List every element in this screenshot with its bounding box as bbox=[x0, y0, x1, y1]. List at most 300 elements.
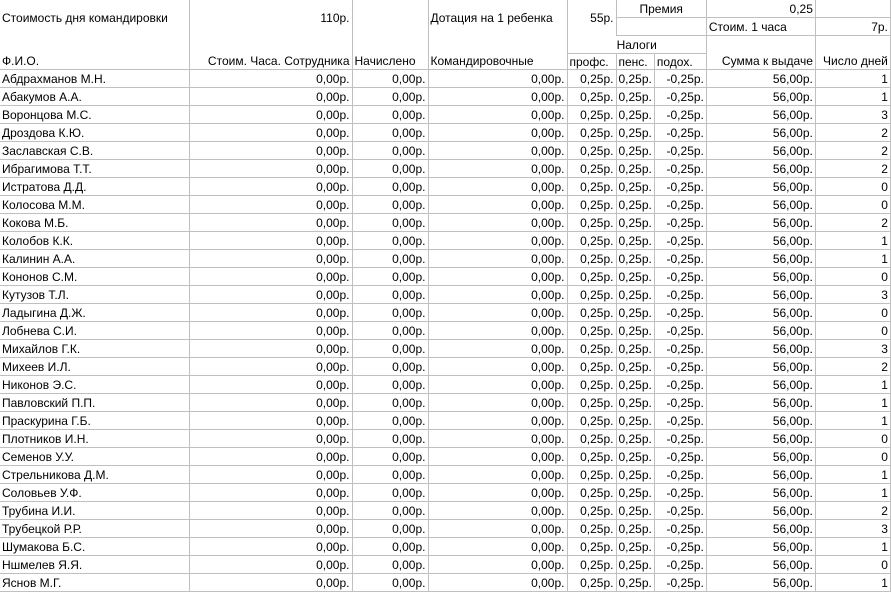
days-cell[interactable]: 2 bbox=[815, 160, 890, 178]
employee-name-cell[interactable]: Воронцова М.С. bbox=[0, 106, 189, 124]
employee-name-cell[interactable]: Праскурина Г.Б. bbox=[0, 412, 189, 430]
travel-cell[interactable]: 0,00р. bbox=[428, 394, 567, 412]
prof-tax-cell[interactable]: 0,25р. bbox=[567, 502, 616, 520]
income-tax-cell[interactable]: -0,25р. bbox=[654, 268, 706, 286]
income-tax-cell[interactable]: -0,25р. bbox=[654, 142, 706, 160]
prof-tax-cell[interactable]: 0,25р. bbox=[567, 340, 616, 358]
travel-cell[interactable]: 0,00р. bbox=[428, 574, 567, 592]
bonus-value[interactable]: 0,25 bbox=[706, 0, 815, 18]
travel-cell[interactable]: 0,00р. bbox=[428, 160, 567, 178]
hour-cost-label[interactable]: Стоим. 1 часа bbox=[706, 18, 815, 36]
payout-cell[interactable]: 56,00р. bbox=[706, 106, 815, 124]
accrued-cell[interactable]: 0,00р. bbox=[352, 430, 428, 448]
payout-cell[interactable]: 56,00р. bbox=[706, 538, 815, 556]
accrued-cell[interactable]: 0,00р. bbox=[352, 394, 428, 412]
table-row bbox=[0, 214, 890, 232]
days-cell[interactable]: 1 bbox=[815, 88, 890, 106]
table-row bbox=[0, 358, 890, 376]
payout-cell[interactable]: 56,00р. bbox=[706, 520, 815, 538]
prof-tax-cell[interactable]: 0,25р. bbox=[567, 160, 616, 178]
payout-cell[interactable]: 56,00р. bbox=[706, 430, 815, 448]
payout-cell[interactable]: 56,00р. bbox=[706, 394, 815, 412]
days-cell[interactable]: 0 bbox=[815, 556, 890, 574]
accrued-cell[interactable]: 0,00р. bbox=[352, 214, 428, 232]
payout-cell[interactable]: 56,00р. bbox=[706, 466, 815, 484]
employee-name-cell[interactable]: Яснов М.Г. bbox=[0, 574, 189, 592]
table-row bbox=[0, 322, 890, 340]
payout-cell[interactable]: 56,00р. bbox=[706, 88, 815, 106]
income-tax-cell[interactable]: -0,25р. bbox=[654, 556, 706, 574]
days-cell[interactable]: 1 bbox=[815, 250, 890, 268]
travel-cell[interactable]: 0,00р. bbox=[428, 88, 567, 106]
hour-cost-cell[interactable]: 0,00р. bbox=[189, 304, 352, 322]
child-subsidy-label[interactable]: Дотация на 1 ребенка bbox=[428, 0, 567, 36]
child-subsidy-value[interactable]: 55р. bbox=[567, 0, 616, 36]
table-row bbox=[0, 124, 890, 142]
table-row bbox=[0, 250, 890, 268]
pension-tax-cell[interactable]: 0,25р. bbox=[616, 322, 654, 340]
accrued-cell[interactable]: 0,00р. bbox=[352, 232, 428, 250]
hour-cost-cell[interactable]: 0,00р. bbox=[189, 214, 352, 232]
pension-tax-cell[interactable]: 0,25р. bbox=[616, 160, 654, 178]
hour-cost-cell[interactable]: 0,00р. bbox=[189, 268, 352, 286]
travel-cell[interactable]: 0,00р. bbox=[428, 484, 567, 502]
table-row bbox=[0, 268, 890, 286]
hour-cost-cell[interactable]: 0,00р. bbox=[189, 196, 352, 214]
days-cell[interactable]: 1 bbox=[815, 232, 890, 250]
accrued-cell[interactable]: 0,00р. bbox=[352, 178, 428, 196]
prof-tax-cell[interactable]: 0,25р. bbox=[567, 214, 616, 232]
accrued-cell[interactable]: 0,00р. bbox=[352, 142, 428, 160]
travel-cell[interactable]: 0,00р. bbox=[428, 70, 567, 88]
prof-tax-cell[interactable]: 0,25р. bbox=[567, 70, 616, 88]
travel-cell[interactable]: 0,00р. bbox=[428, 322, 567, 340]
accrued-cell[interactable]: 0,00р. bbox=[352, 250, 428, 268]
days-cell[interactable]: 2 bbox=[815, 124, 890, 142]
header-fio[interactable]: Ф.И.О. bbox=[0, 36, 189, 70]
travel-cell[interactable]: 0,00р. bbox=[428, 376, 567, 394]
accrued-cell[interactable]: 0,00р. bbox=[352, 466, 428, 484]
accrued-cell[interactable]: 0,00р. bbox=[352, 520, 428, 538]
days-cell[interactable]: 2 bbox=[815, 358, 890, 376]
employee-name-cell[interactable]: Соловьев У.Ф. bbox=[0, 484, 189, 502]
travel-cell[interactable]: 0,00р. bbox=[428, 124, 567, 142]
payout-cell[interactable]: 56,00р. bbox=[706, 142, 815, 160]
table-row bbox=[0, 106, 890, 124]
prof-tax-cell[interactable]: 0,25р. bbox=[567, 106, 616, 124]
accrued-cell[interactable]: 0,00р. bbox=[352, 556, 428, 574]
travel-cell[interactable]: 0,00р. bbox=[428, 232, 567, 250]
table-row bbox=[0, 304, 890, 322]
params-row-1 bbox=[0, 0, 890, 18]
employee-name-cell[interactable]: Ладыгина Д.Ж. bbox=[0, 304, 189, 322]
hour-cost-cell[interactable]: 0,00р. bbox=[189, 232, 352, 250]
hour-cost-cell[interactable]: 0,00р. bbox=[189, 376, 352, 394]
income-tax-cell[interactable]: -0,25р. bbox=[654, 232, 706, 250]
pension-tax-cell[interactable]: 0,25р. bbox=[616, 484, 654, 502]
pension-tax-cell[interactable]: 0,25р. bbox=[616, 574, 654, 592]
travel-cell[interactable]: 0,00р. bbox=[428, 178, 567, 196]
pension-tax-cell[interactable]: 0,25р. bbox=[616, 376, 654, 394]
income-tax-cell[interactable]: -0,25р. bbox=[654, 178, 706, 196]
travel-cell[interactable]: 0,00р. bbox=[428, 106, 567, 124]
prof-tax-cell[interactable]: 0,25р. bbox=[567, 142, 616, 160]
table-row bbox=[0, 178, 890, 196]
days-cell[interactable]: 1 bbox=[815, 466, 890, 484]
travel-cell[interactable]: 0,00р. bbox=[428, 340, 567, 358]
payout-cell[interactable]: 56,00р. bbox=[706, 574, 815, 592]
trip-day-cost-label[interactable]: Стоимость дня командировки bbox=[0, 0, 189, 36]
pension-tax-cell[interactable]: 0,25р. bbox=[616, 430, 654, 448]
hour-cost-cell[interactable]: 0,00р. bbox=[189, 178, 352, 196]
hour-cost-cell[interactable]: 0,00р. bbox=[189, 340, 352, 358]
days-cell[interactable]: 3 bbox=[815, 520, 890, 538]
accrued-cell[interactable]: 0,00р. bbox=[352, 502, 428, 520]
travel-cell[interactable]: 0,00р. bbox=[428, 196, 567, 214]
income-tax-cell[interactable]: -0,25р. bbox=[654, 412, 706, 430]
prof-tax-cell[interactable]: 0,25р. bbox=[567, 538, 616, 556]
employee-name-cell[interactable]: Кононов С.М. bbox=[0, 268, 189, 286]
employee-name-cell[interactable]: Стрельникова Д.М. bbox=[0, 466, 189, 484]
table-row bbox=[0, 160, 890, 178]
payout-cell[interactable]: 56,00р. bbox=[706, 358, 815, 376]
prof-tax-cell[interactable]: 0,25р. bbox=[567, 304, 616, 322]
days-cell[interactable]: 3 bbox=[815, 106, 890, 124]
accrued-cell[interactable]: 0,00р. bbox=[352, 286, 428, 304]
bonus-label[interactable]: Премия bbox=[616, 0, 706, 18]
hour-cost-cell[interactable]: 0,00р. bbox=[189, 124, 352, 142]
trip-day-cost-value[interactable]: 110р. bbox=[189, 0, 352, 36]
payout-cell[interactable]: 56,00р. bbox=[706, 214, 815, 232]
pension-tax-cell[interactable]: 0,25р. bbox=[616, 286, 654, 304]
pension-tax-cell[interactable]: 0,25р. bbox=[616, 124, 654, 142]
travel-cell[interactable]: 0,00р. bbox=[428, 268, 567, 286]
pension-tax-cell[interactable]: 0,25р. bbox=[616, 448, 654, 466]
prof-tax-cell[interactable]: 0,25р. bbox=[567, 394, 616, 412]
income-tax-cell[interactable]: -0,25р. bbox=[654, 196, 706, 214]
accrued-cell[interactable]: 0,00р. bbox=[352, 484, 428, 502]
travel-cell[interactable]: 0,00р. bbox=[428, 556, 567, 574]
table-row bbox=[0, 286, 890, 304]
payout-cell[interactable]: 56,00р. bbox=[706, 340, 815, 358]
employee-name-cell[interactable]: Семенов У.У. bbox=[0, 448, 189, 466]
income-tax-cell[interactable]: -0,25р. bbox=[654, 376, 706, 394]
table-row bbox=[0, 538, 890, 556]
employee-name-cell[interactable]: Трубецкой Р.Р. bbox=[0, 520, 189, 538]
table-row bbox=[0, 430, 890, 448]
pension-tax-cell[interactable]: 0,25р. bbox=[616, 556, 654, 574]
payout-cell[interactable]: 56,00р. bbox=[706, 250, 815, 268]
days-cell[interactable]: 1 bbox=[815, 394, 890, 412]
income-tax-cell[interactable]: -0,25р. bbox=[654, 430, 706, 448]
income-tax-cell[interactable]: -0,25р. bbox=[654, 106, 706, 124]
travel-cell[interactable]: 0,00р. bbox=[428, 304, 567, 322]
payout-cell[interactable]: 56,00р. bbox=[706, 160, 815, 178]
accrued-cell[interactable]: 0,00р. bbox=[352, 358, 428, 376]
prof-tax-cell[interactable]: 0,25р. bbox=[567, 250, 616, 268]
prof-tax-cell[interactable]: 0,25р. bbox=[567, 232, 616, 250]
table-row bbox=[0, 376, 890, 394]
accrued-cell[interactable]: 0,00р. bbox=[352, 196, 428, 214]
income-tax-cell[interactable]: -0,25р. bbox=[654, 304, 706, 322]
prof-tax-cell[interactable]: 0,25р. bbox=[567, 286, 616, 304]
payout-cell[interactable]: 56,00р. bbox=[706, 322, 815, 340]
payout-cell[interactable]: 56,00р. bbox=[706, 286, 815, 304]
pension-tax-cell[interactable]: 0,25р. bbox=[616, 520, 654, 538]
employee-name-cell[interactable]: Колосова М.М. bbox=[0, 196, 189, 214]
hour-cost-cell[interactable]: 0,00р. bbox=[189, 448, 352, 466]
days-cell[interactable]: 0 bbox=[815, 196, 890, 214]
payout-cell[interactable]: 56,00р. bbox=[706, 484, 815, 502]
travel-cell[interactable]: 0,00р. bbox=[428, 214, 567, 232]
income-tax-cell[interactable]: -0,25р. bbox=[654, 322, 706, 340]
prof-tax-cell[interactable]: 0,25р. bbox=[567, 448, 616, 466]
days-cell[interactable]: 0 bbox=[815, 304, 890, 322]
accrued-cell[interactable]: 0,00р. bbox=[352, 538, 428, 556]
income-tax-cell[interactable]: -0,25р. bbox=[654, 250, 706, 268]
days-cell[interactable]: 0 bbox=[815, 448, 890, 466]
income-tax-cell[interactable]: -0,25р. bbox=[654, 88, 706, 106]
employee-name-cell[interactable]: Лобнева С.И. bbox=[0, 322, 189, 340]
accrued-cell[interactable]: 0,00р. bbox=[352, 304, 428, 322]
empty-cell[interactable] bbox=[352, 0, 428, 36]
days-cell[interactable]: 3 bbox=[815, 340, 890, 358]
hour-cost-cell[interactable]: 0,00р. bbox=[189, 412, 352, 430]
income-tax-cell[interactable]: -0,25р. bbox=[654, 466, 706, 484]
header-accrued[interactable]: Начислено bbox=[352, 36, 428, 70]
travel-cell[interactable]: 0,00р. bbox=[428, 430, 567, 448]
pension-tax-cell[interactable]: 0,25р. bbox=[616, 502, 654, 520]
days-cell[interactable]: 2 bbox=[815, 214, 890, 232]
employee-name-cell[interactable]: Кокова М.Б. bbox=[0, 214, 189, 232]
accrued-cell[interactable]: 0,00р. bbox=[352, 412, 428, 430]
employee-name-cell[interactable]: Абакумов А.А. bbox=[0, 88, 189, 106]
accrued-cell[interactable]: 0,00р. bbox=[352, 70, 428, 88]
hour-cost-cell[interactable]: 0,00р. bbox=[189, 160, 352, 178]
days-cell[interactable]: 0 bbox=[815, 322, 890, 340]
travel-cell[interactable]: 0,00р. bbox=[428, 538, 567, 556]
prof-tax-cell[interactable]: 0,25р. bbox=[567, 322, 616, 340]
travel-cell[interactable]: 0,00р. bbox=[428, 286, 567, 304]
income-tax-cell[interactable]: -0,25р. bbox=[654, 340, 706, 358]
hour-cost-cell[interactable]: 0,00р. bbox=[189, 358, 352, 376]
income-tax-cell[interactable]: -0,25р. bbox=[654, 448, 706, 466]
pension-tax-cell[interactable]: 0,25р. bbox=[616, 268, 654, 286]
travel-cell[interactable]: 0,00р. bbox=[428, 448, 567, 466]
employee-name-cell[interactable]: Дроздова К.Ю. bbox=[0, 124, 189, 142]
income-tax-cell[interactable]: -0,25р. bbox=[654, 394, 706, 412]
pension-tax-cell[interactable]: 0,25р. bbox=[616, 88, 654, 106]
header-payout[interactable]: Сумма к выдаче bbox=[706, 36, 815, 70]
income-tax-cell[interactable]: -0,25р. bbox=[654, 520, 706, 538]
table-row bbox=[0, 448, 890, 466]
accrued-cell[interactable]: 0,00р. bbox=[352, 376, 428, 394]
accrued-cell[interactable]: 0,00р. bbox=[352, 322, 428, 340]
income-tax-cell[interactable]: -0,25р. bbox=[654, 286, 706, 304]
prof-tax-cell[interactable]: 0,25р. bbox=[567, 430, 616, 448]
header-travel[interactable]: Командировочные bbox=[428, 36, 567, 70]
payout-cell[interactable]: 56,00р. bbox=[706, 502, 815, 520]
empty-cell[interactable] bbox=[616, 18, 706, 36]
travel-cell[interactable]: 0,00р. bbox=[428, 466, 567, 484]
hour-cost-cell[interactable]: 0,00р. bbox=[189, 574, 352, 592]
payout-cell[interactable]: 56,00р. bbox=[706, 124, 815, 142]
employee-name-cell[interactable]: Истратова Д.Д. bbox=[0, 178, 189, 196]
hour-cost-cell[interactable]: 0,00р. bbox=[189, 484, 352, 502]
income-tax-cell[interactable]: -0,25р. bbox=[654, 160, 706, 178]
employee-name-cell[interactable]: Трубина И.И. bbox=[0, 502, 189, 520]
hour-cost-cell[interactable]: 0,00р. bbox=[189, 430, 352, 448]
employee-name-cell[interactable]: Павловский П.П. bbox=[0, 394, 189, 412]
travel-cell[interactable]: 0,00р. bbox=[428, 250, 567, 268]
employee-name-cell[interactable]: Калинин А.А. bbox=[0, 250, 189, 268]
prof-tax-cell[interactable]: 0,25р. bbox=[567, 196, 616, 214]
travel-cell[interactable]: 0,00р. bbox=[428, 520, 567, 538]
days-cell[interactable]: 3 bbox=[815, 286, 890, 304]
days-cell[interactable]: 0 bbox=[815, 430, 890, 448]
employee-name-cell[interactable]: Кутузов Т.Л. bbox=[0, 286, 189, 304]
income-tax-cell[interactable]: -0,25р. bbox=[654, 538, 706, 556]
accrued-cell[interactable]: 0,00р. bbox=[352, 448, 428, 466]
travel-cell[interactable]: 0,00р. bbox=[428, 358, 567, 376]
travel-cell[interactable]: 0,00р. bbox=[428, 412, 567, 430]
travel-cell[interactable]: 0,00р. bbox=[428, 142, 567, 160]
employee-name-cell[interactable]: Ншмелев Я.Я. bbox=[0, 556, 189, 574]
hour-cost-cell[interactable]: 0,00р. bbox=[189, 556, 352, 574]
hour-cost-value[interactable]: 7р. bbox=[815, 18, 890, 36]
income-tax-cell[interactable]: -0,25р. bbox=[654, 124, 706, 142]
header-taxes[interactable]: Налоги bbox=[567, 36, 706, 54]
days-cell[interactable]: 1 bbox=[815, 376, 890, 394]
accrued-cell[interactable]: 0,00р. bbox=[352, 88, 428, 106]
prof-tax-cell[interactable]: 0,25р. bbox=[567, 574, 616, 592]
days-cell[interactable]: 2 bbox=[815, 142, 890, 160]
hour-cost-cell[interactable]: 0,00р. bbox=[189, 394, 352, 412]
days-cell[interactable]: 1 bbox=[815, 484, 890, 502]
employee-name-cell[interactable]: Ибрагимова Т.Т. bbox=[0, 160, 189, 178]
hour-cost-cell[interactable]: 0,00р. bbox=[189, 286, 352, 304]
pension-tax-cell[interactable]: 0,25р. bbox=[616, 232, 654, 250]
prof-tax-cell[interactable]: 0,25р. bbox=[567, 88, 616, 106]
prof-tax-cell[interactable]: 0,25р. bbox=[567, 466, 616, 484]
payout-cell[interactable]: 56,00р. bbox=[706, 556, 815, 574]
prof-tax-cell[interactable]: 0,25р. bbox=[567, 124, 616, 142]
income-tax-cell[interactable]: -0,25р. bbox=[654, 574, 706, 592]
payout-cell[interactable]: 56,00р. bbox=[706, 232, 815, 250]
pension-tax-cell[interactable]: 0,25р. bbox=[616, 538, 654, 556]
pension-tax-cell[interactable]: 0,25р. bbox=[616, 394, 654, 412]
prof-tax-cell[interactable]: 0,25р. bbox=[567, 178, 616, 196]
pension-tax-cell[interactable]: 0,25р. bbox=[616, 304, 654, 322]
accrued-cell[interactable]: 0,00р. bbox=[352, 106, 428, 124]
header-hour-cost-employee[interactable]: Стоим. Часа. Сотрудника bbox=[189, 36, 352, 70]
prof-tax-cell[interactable]: 0,25р. bbox=[567, 484, 616, 502]
prof-tax-cell[interactable]: 0,25р. bbox=[567, 520, 616, 538]
income-tax-cell[interactable]: -0,25р. bbox=[654, 214, 706, 232]
pension-tax-cell[interactable]: 0,25р. bbox=[616, 358, 654, 376]
pension-tax-cell[interactable]: 0,25р. bbox=[616, 196, 654, 214]
hour-cost-cell[interactable]: 0,00р. bbox=[189, 88, 352, 106]
days-cell[interactable]: 1 bbox=[815, 538, 890, 556]
hour-cost-cell[interactable]: 0,00р. bbox=[189, 520, 352, 538]
payout-cell[interactable]: 56,00р. bbox=[706, 196, 815, 214]
prof-tax-cell[interactable]: 0,25р. bbox=[567, 268, 616, 286]
payout-cell[interactable]: 56,00р. bbox=[706, 448, 815, 466]
table-row bbox=[0, 484, 890, 502]
payout-cell[interactable]: 56,00р. bbox=[706, 376, 815, 394]
empty-cell[interactable] bbox=[815, 0, 890, 18]
prof-tax-cell[interactable]: 0,25р. bbox=[567, 376, 616, 394]
hour-cost-cell[interactable]: 0,00р. bbox=[189, 70, 352, 88]
pension-tax-cell[interactable]: 0,25р. bbox=[616, 106, 654, 124]
header-pens[interactable]: пенс. bbox=[616, 54, 654, 70]
payout-cell[interactable]: 56,00р. bbox=[706, 304, 815, 322]
hour-cost-cell[interactable]: 0,00р. bbox=[189, 466, 352, 484]
hour-cost-cell[interactable]: 0,00р. bbox=[189, 538, 352, 556]
accrued-cell[interactable]: 0,00р. bbox=[352, 574, 428, 592]
pension-tax-cell[interactable]: 0,25р. bbox=[616, 250, 654, 268]
prof-tax-cell[interactable]: 0,25р. bbox=[567, 556, 616, 574]
pension-tax-cell[interactable]: 0,25р. bbox=[616, 142, 654, 160]
employee-name-cell[interactable]: Никонов Э.С. bbox=[0, 376, 189, 394]
employee-name-cell[interactable]: Колобов К.К. bbox=[0, 232, 189, 250]
header-income[interactable]: подох. bbox=[654, 54, 706, 70]
income-tax-cell[interactable]: -0,25р. bbox=[654, 70, 706, 88]
accrued-cell[interactable]: 0,00р. bbox=[352, 340, 428, 358]
employee-name-cell[interactable]: Шумакова Б.С. bbox=[0, 538, 189, 556]
accrued-cell[interactable]: 0,00р. bbox=[352, 124, 428, 142]
employee-name-cell[interactable]: Михеев И.Л. bbox=[0, 358, 189, 376]
hour-cost-cell[interactable]: 0,00р. bbox=[189, 502, 352, 520]
prof-tax-cell[interactable]: 0,25р. bbox=[567, 358, 616, 376]
income-tax-cell[interactable]: -0,25р. bbox=[654, 502, 706, 520]
header-prof[interactable]: профс. bbox=[567, 54, 616, 70]
days-cell[interactable]: 0 bbox=[815, 268, 890, 286]
income-tax-cell[interactable]: -0,25р. bbox=[654, 358, 706, 376]
prof-tax-cell[interactable]: 0,25р. bbox=[567, 412, 616, 430]
accrued-cell[interactable]: 0,00р. bbox=[352, 160, 428, 178]
income-tax-cell[interactable]: -0,25р. bbox=[654, 484, 706, 502]
days-cell[interactable]: 1 bbox=[815, 574, 890, 592]
header-days[interactable]: Число дней bbox=[815, 36, 890, 70]
days-cell[interactable]: 1 bbox=[815, 70, 890, 88]
employee-name-cell[interactable]: Плотников И.Н. bbox=[0, 430, 189, 448]
pension-tax-cell[interactable]: 0,25р. bbox=[616, 70, 654, 88]
travel-cell[interactable]: 0,00р. bbox=[428, 502, 567, 520]
employee-name-cell[interactable]: Михайлов Г.К. bbox=[0, 340, 189, 358]
employee-name-cell[interactable]: Абдрахманов М.Н. bbox=[0, 70, 189, 88]
payout-cell[interactable]: 56,00р. bbox=[706, 412, 815, 430]
days-cell[interactable]: 2 bbox=[815, 502, 890, 520]
hour-cost-cell[interactable]: 0,00р. bbox=[189, 142, 352, 160]
pension-tax-cell[interactable]: 0,25р. bbox=[616, 214, 654, 232]
days-cell[interactable]: 0 bbox=[815, 178, 890, 196]
pension-tax-cell[interactable]: 0,25р. bbox=[616, 340, 654, 358]
accrued-cell[interactable]: 0,00р. bbox=[352, 268, 428, 286]
employee-name-cell[interactable]: Заславская С.В. bbox=[0, 142, 189, 160]
pension-tax-cell[interactable]: 0,25р. bbox=[616, 466, 654, 484]
payout-cell[interactable]: 56,00р. bbox=[706, 178, 815, 196]
days-cell[interactable]: 1 bbox=[815, 412, 890, 430]
payout-cell[interactable]: 56,00р. bbox=[706, 268, 815, 286]
hour-cost-cell[interactable]: 0,00р. bbox=[189, 250, 352, 268]
hour-cost-cell[interactable]: 0,00р. bbox=[189, 322, 352, 340]
payout-cell[interactable]: 56,00р. bbox=[706, 70, 815, 88]
pension-tax-cell[interactable]: 0,25р. bbox=[616, 178, 654, 196]
pension-tax-cell[interactable]: 0,25р. bbox=[616, 412, 654, 430]
table-row bbox=[0, 232, 890, 250]
hour-cost-cell[interactable]: 0,00р. bbox=[189, 106, 352, 124]
